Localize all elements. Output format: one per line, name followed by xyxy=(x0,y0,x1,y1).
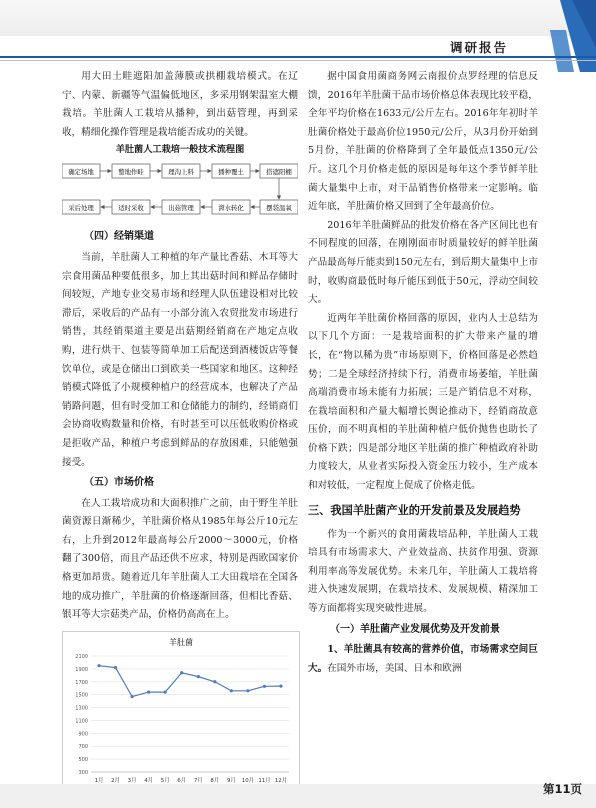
y-tick-label: 700 xyxy=(78,744,88,751)
subheading-price: （五）市场价格 xyxy=(84,477,154,489)
header-rule xyxy=(0,56,596,58)
x-tick-label: 10月 xyxy=(241,777,255,784)
right-paragraph-5 xyxy=(308,641,538,678)
flow-step-10: 采后处理 xyxy=(68,204,94,213)
flow-step-8: 出菇管理 xyxy=(168,204,194,213)
right-column xyxy=(308,68,538,678)
x-tick-label: 7月 xyxy=(193,777,203,784)
x-tick-label: 5月 xyxy=(160,777,170,784)
right-paragraph-5-lead: 1、羊肚菌具有较高的营养价值，市场需求空间巨大。 xyxy=(308,644,538,674)
flow-step-6: 摆袋温氧 xyxy=(266,204,292,213)
y-tick-label: 1900 xyxy=(75,666,88,673)
flow-step-2: 整地作畦 xyxy=(118,168,144,177)
x-tick-label: 3月 xyxy=(127,777,137,784)
y-tick-label: 300 xyxy=(78,769,88,776)
x-tick-label: 1月 xyxy=(94,777,104,784)
flow-step-1: 确定场地 xyxy=(68,168,94,177)
x-tick-label: 4月 xyxy=(144,777,154,784)
header-rule-thin xyxy=(0,60,596,61)
flow-step-5: 搭遮阳棚 xyxy=(266,168,292,177)
subheading-advantages: （一）羊肚菌产业发展优势及开发前景 xyxy=(330,623,500,635)
section-label: 调研报告 xyxy=(449,40,508,55)
price-series-line xyxy=(99,666,281,697)
right-paragraph-4: 作为一个新兴的食用菌栽培品种，羊肚菌人工栽培具有市场需求大、产业效益高、扶贫作用强、资源利用率高等发展优势。未来几年，羊肚菌人工栽培将进入快速发展期，在栽培技术、发展规模、精深加工等方面都将实现突破性进展。 xyxy=(308,528,538,615)
price-data-point xyxy=(263,685,266,688)
y-tick-label: 1300 xyxy=(75,705,88,712)
corner-decoration xyxy=(546,0,596,72)
price-data-point xyxy=(246,689,249,692)
price-data-point xyxy=(180,671,183,674)
subheading-channels: （四）经销渠道 xyxy=(84,231,154,243)
x-tick-label: 11月 xyxy=(258,777,271,784)
flow-bottom-row xyxy=(62,200,298,214)
right-paragraph-2: 2016年羊肚菌鲜品的批发价格在各产区间比也有不同程度的回落，在刚刚面市时质量较好的鲜羊肚菌产品最高每斤能卖到150元左右，到后期大量集中上市时，收购商最低时每斤能压到低于50元，浮动空间较大。 xyxy=(308,219,538,306)
flow-step-9: 适时采收 xyxy=(118,204,144,213)
price-data-point xyxy=(279,684,282,687)
price-data-point xyxy=(114,666,117,669)
flowchart xyxy=(62,144,298,224)
x-tick-label: 6月 xyxy=(177,777,187,784)
y-tick-label: 2100 xyxy=(75,653,88,660)
header-bar xyxy=(0,0,596,36)
chart-title: 羊肚菌 xyxy=(169,637,193,647)
y-tick-label: 500 xyxy=(78,756,88,763)
price-chart xyxy=(62,631,300,791)
right-paragraph-1: 据中国食用菌商务网云南报价点罗经理的信息反馈，2016年羊肚菌干品市场价格总体表现比较平稳，全年平均价格在1633元/公斤左右。2016年年初时羊肚菌价格处于最高价位1950元/公斤，从3月份开始到5月份，羊肚菌的价格降到了全年最低点1350元/公斤。这几个月价格走低的原因是每年这个季节鲜羊肚菌大量集中上市，对干品销售价格带来一定影响。临近年底，羊肚菌价格又回到了全年最高价位。 xyxy=(308,71,538,213)
right-paragraph-5-rest: 在国外市场，美国、日本和欧洲 xyxy=(327,662,462,674)
flow-step-4: 播种覆土 xyxy=(218,168,244,177)
y-tick-label: 1100 xyxy=(75,718,88,725)
price-data-point xyxy=(197,675,200,678)
page-number: 第11页 xyxy=(542,782,582,796)
flow-top-row xyxy=(62,164,298,178)
left-column xyxy=(62,68,298,791)
x-tick-label: 9月 xyxy=(226,777,236,784)
flow-step-7: 湃水转化 xyxy=(218,204,244,213)
x-tick-label: 2月 xyxy=(111,777,120,784)
x-tick-label: 8月 xyxy=(210,777,220,784)
price-data-point xyxy=(97,664,100,667)
price-data-point xyxy=(213,680,216,683)
section-heading-3: 三、我国羊肚菌产业的开发前景及发展趋势 xyxy=(308,503,521,517)
price-data-point xyxy=(130,695,133,698)
footer-bar xyxy=(0,784,596,808)
flowchart-diagram xyxy=(62,158,298,224)
left-paragraph-2: 当前，羊肚菌人工种植的年产量比香菇、木耳等大宗食用菌品种要低很多，加上其出菇时间和鲜品存储时间较短，产地专业交易市场和经理人队伍建设相对比较滞后，采收后的产品有一小部分流入农贸批发市场进行销售，其经销渠道主要是出菇期经销商在产地定点收购，进行烘干、包装等简单加工后配送到酒楼饭店等餐饮单位，或是仓储出口到欧美一些国家和地区。这种经销模式降低了小规模种植户的经营成本，也解决了产品销路问题，但有时受加工和仓储能力的制约，经销商们会协商收购数量和价格，有时甚至可以压低收购价格或是拒收产品，种植户考虑到鲜品的存放困难，只能勉强接受。 xyxy=(62,251,298,468)
left-paragraph-3: 在人工栽培成功和大面积推广之前，由于野生羊肚菌资源日渐稀少，羊肚菌价格从1985年每公斤10元左右，上升到2012年最高每公斤2000～3000元，价格翻了300倍，而且产品还供不应求，特别是西欧国家价格更加昂贵。随着近几年羊肚菌人工大田栽培在全国各地的成功推广，羊肚菌的价格逐渐回落，但相比香菇、银耳等大宗菇类产品，价格仍高高在上。 xyxy=(62,497,298,621)
y-tick-label: 1700 xyxy=(75,679,88,686)
flowchart-title: 羊肚菌人工栽培一般技术流程图 xyxy=(115,144,245,156)
right-paragraph-3: 近两年羊肚菌价格回落的原因，业内人士总结为以下几个方面：一是栽培面积的扩大带来产量的增长，在“物以稀为贵”市场原则下，价格回落是必然趋势；二是全球经济持续下行，消费市场萎缩，羊肚菌高端消费市场未能有力拓展；三是产销信息不对称，在栽培面积和产量大幅增长舆论推动下，经销商故意压价，而不明真相的羊肚菌种植户低价抛售也助长了价格下跌；四是部分地区羊肚菌的推广种植政府补助力度较大，从业者实际投入资金压力较小，生产成本和对较低，一定程度上促成了价格走低。 xyxy=(308,312,538,492)
price-data-point xyxy=(164,690,167,693)
price-chart-svg xyxy=(63,632,299,790)
y-tick-label: 1500 xyxy=(75,692,88,699)
left-paragraph-1: 用大田土畦遮阳加盖薄膜或拱棚栽培模式。在辽宁、内蒙、新疆等气温偏低地区，多采用钢架温室大棚栽培。羊肚菌人工栽培从播种，到出菇管理，再到采收，精细化操作管理是栽培能否成功的关键。 xyxy=(62,71,298,138)
x-tick-label: 12月 xyxy=(274,777,288,784)
price-data-point xyxy=(230,689,233,692)
price-data-point xyxy=(147,690,150,693)
y-tick-label: 900 xyxy=(78,731,88,738)
flow-step-3: 理沟上料 xyxy=(168,168,194,177)
